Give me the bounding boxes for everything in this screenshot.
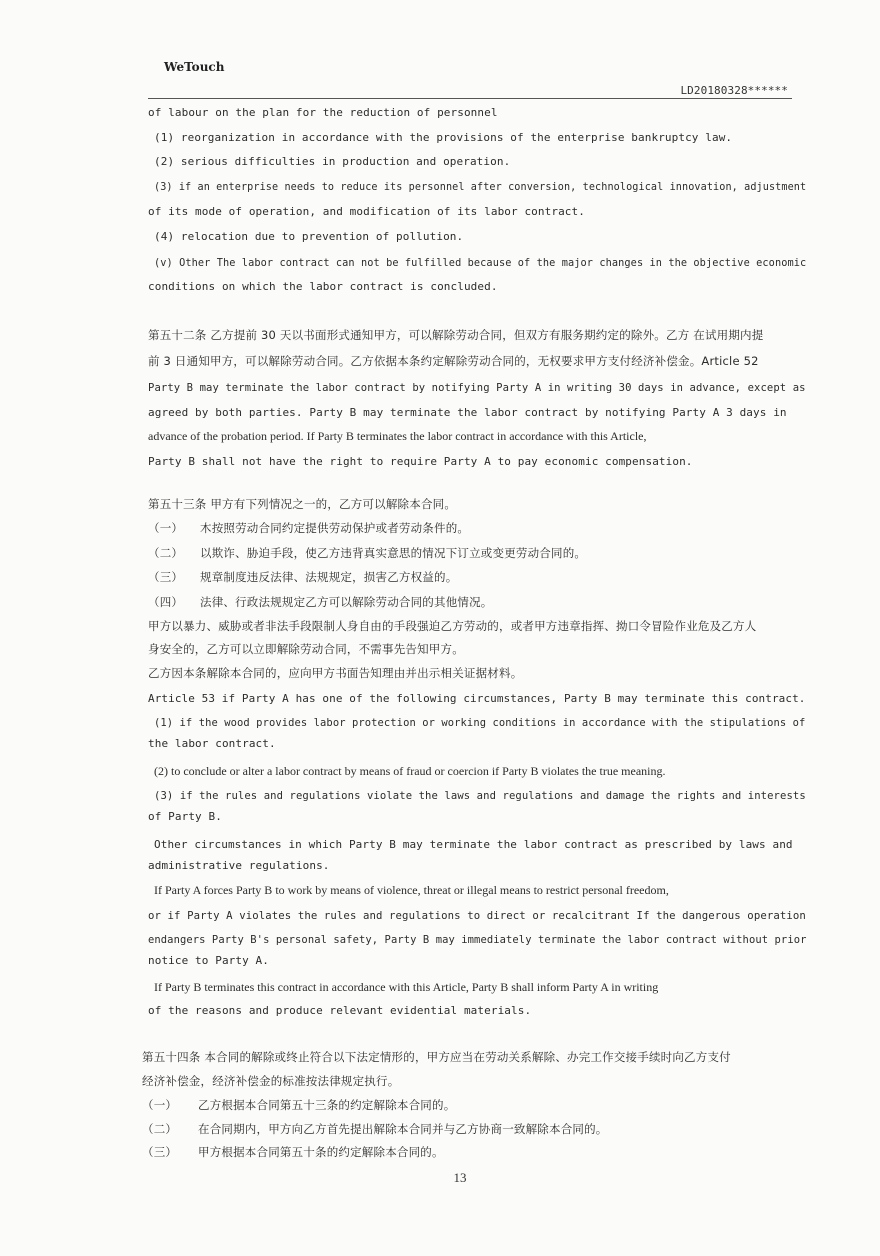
article-title: 第五十四条 本合同的解除或终止符合以下法定情形的，甲方应当在劳动关系解除、办完工作交接手续时向乙方支付 [142,1050,731,1064]
text-line: (v) Other The labor contract can not be fulfilled because of the major changes in the objective economic [154,256,807,269]
page-number: 13 [453,1170,467,1185]
list-item-text: 乙方根据本合同第五十三条的约定解除本合同的。 [198,1098,456,1112]
document-number: LD20180328****** [680,84,788,97]
text-line: If Party B terminates this contract in accordance with this Article, Party B shall inform Party A in writing [154,980,659,994]
list-item-label: （三） [148,570,184,584]
list-item-text: 在合同期内，甲方向乙方首先提出解除本合同并与乙方协商一致解除本合同的。 [198,1122,608,1136]
text-line: the labor contract. [148,737,276,750]
text-line: 经济补偿金，经济补偿金的标准按法律规定执行。 [142,1074,400,1088]
text-line: 身安全的，乙方可以立即解除劳动合同，不需事先告知甲方。 [148,642,464,656]
text-line: Other circumstances in which Party B may terminate the labor contract as prescribed by laws and [154,838,793,851]
text-line: (3) if an enterprise needs to reduce its personnel after conversion, technological innovation, adjustment [154,180,807,193]
text-line: agreed by both parties. Party B may terminate the labor contract by notifying Party A 3 days in [148,406,787,419]
text-line: notice to Party A. [148,954,270,967]
header-rule [148,98,792,99]
text-line: of Party B. [148,810,222,823]
text-line: (4) relocation due to prevention of pollution. [154,230,464,243]
list-item-text: 法律、行政法规规定乙方可以解除劳动合同的其他情况。 [200,595,493,609]
text-line: endangers Party B's personal safety, Party B may immediately terminate the labor contract without prior [148,933,807,946]
text-line: of its mode of operation, and modification of its labor contract. [148,205,585,218]
text-line: Party B shall not have the right to require Party A to pay economic compensation. [148,455,693,468]
list-item-label: （三） [142,1145,178,1159]
list-item-text: 规章制度违反法律、法规规定，损害乙方权益的。 [200,570,458,584]
text-line: Article 53 if Party A has one of the following circumstances, Party B may terminate this contract. [148,692,806,705]
text-line: 乙方因本条解除本合同的，应向甲方书面告知理由并出示相关证据材料。 [148,666,523,680]
text-line: or if Party A violates the rules and regulations to direct or recalcitrant If the dangerous operation [148,909,806,922]
list-item-text: 以欺诈、胁迫手段，使乙方违背真实意思的情况下订立或变更劳动合同的。 [200,546,587,560]
list-item-label: （二） [142,1122,178,1136]
brand-name: WeTouch [164,60,225,74]
text-line: (3) if the rules and regulations violate the laws and regulations and damage the rights and interests [154,789,806,802]
text-line: 第五十二条 乙方提前 30 天以书面形式通知甲方，可以解除劳动合同，但双方有服务期约定的除外。乙方 在试用期内提 [148,328,764,342]
text-line: (2) serious difficulties in production and operation. [154,155,511,168]
text-line: (2) to conclude or alter a labor contract by means of fraud or coercion if Party B violates the true meaning. [154,764,666,778]
text-line: conditions on which the labor contract is concluded. [148,280,498,293]
text-line: advance of the probation period. If Party B terminates the labor contract in accordance with this Article, [148,429,647,443]
text-line: administrative regulations. [148,859,330,872]
list-item-text: 木按照劳动合同约定提供劳动保护或者劳动条件的。 [200,521,470,535]
text-line: 甲方以暴力、威胁或者非法手段限制人身自由的手段强迫乙方劳动的，或者甲方违章指挥、拗口令冒险作业危及乙方人 [148,619,757,633]
text-line: (1) if the wood provides labor protection or working conditions in accordance with the stipulations of [154,716,806,729]
article-title: 第五十三条 甲方有下列情况之一的，乙方可以解除本合同。 [148,497,457,511]
text-line: Party B may terminate the labor contract by notifying Party A in writing 30 days in advance, except as [148,381,806,394]
text-line: 前 3 日通知甲方，可以解除劳动合同。乙方依据本条约定解除劳动合同的，无权要求甲方支付经济补偿金。Article 52 [148,354,759,368]
text-line: If Party A forces Party B to work by means of violence, threat or illegal means to restrict personal freedom, [154,883,669,897]
list-item-label: （一） [148,521,184,535]
text-line: of labour on the plan for the reduction of personnel [148,106,498,119]
list-item-label: （一） [142,1098,178,1112]
list-item-label: （四） [148,595,184,609]
text-line: (1) reorganization in accordance with the provisions of the enterprise bankruptcy law. [154,131,733,144]
list-item-text: 甲方根据本合同第五十条的约定解除本合同的。 [198,1145,444,1159]
list-item-label: （二） [148,546,184,560]
text-line: of the reasons and produce relevant evidential materials. [148,1004,532,1017]
